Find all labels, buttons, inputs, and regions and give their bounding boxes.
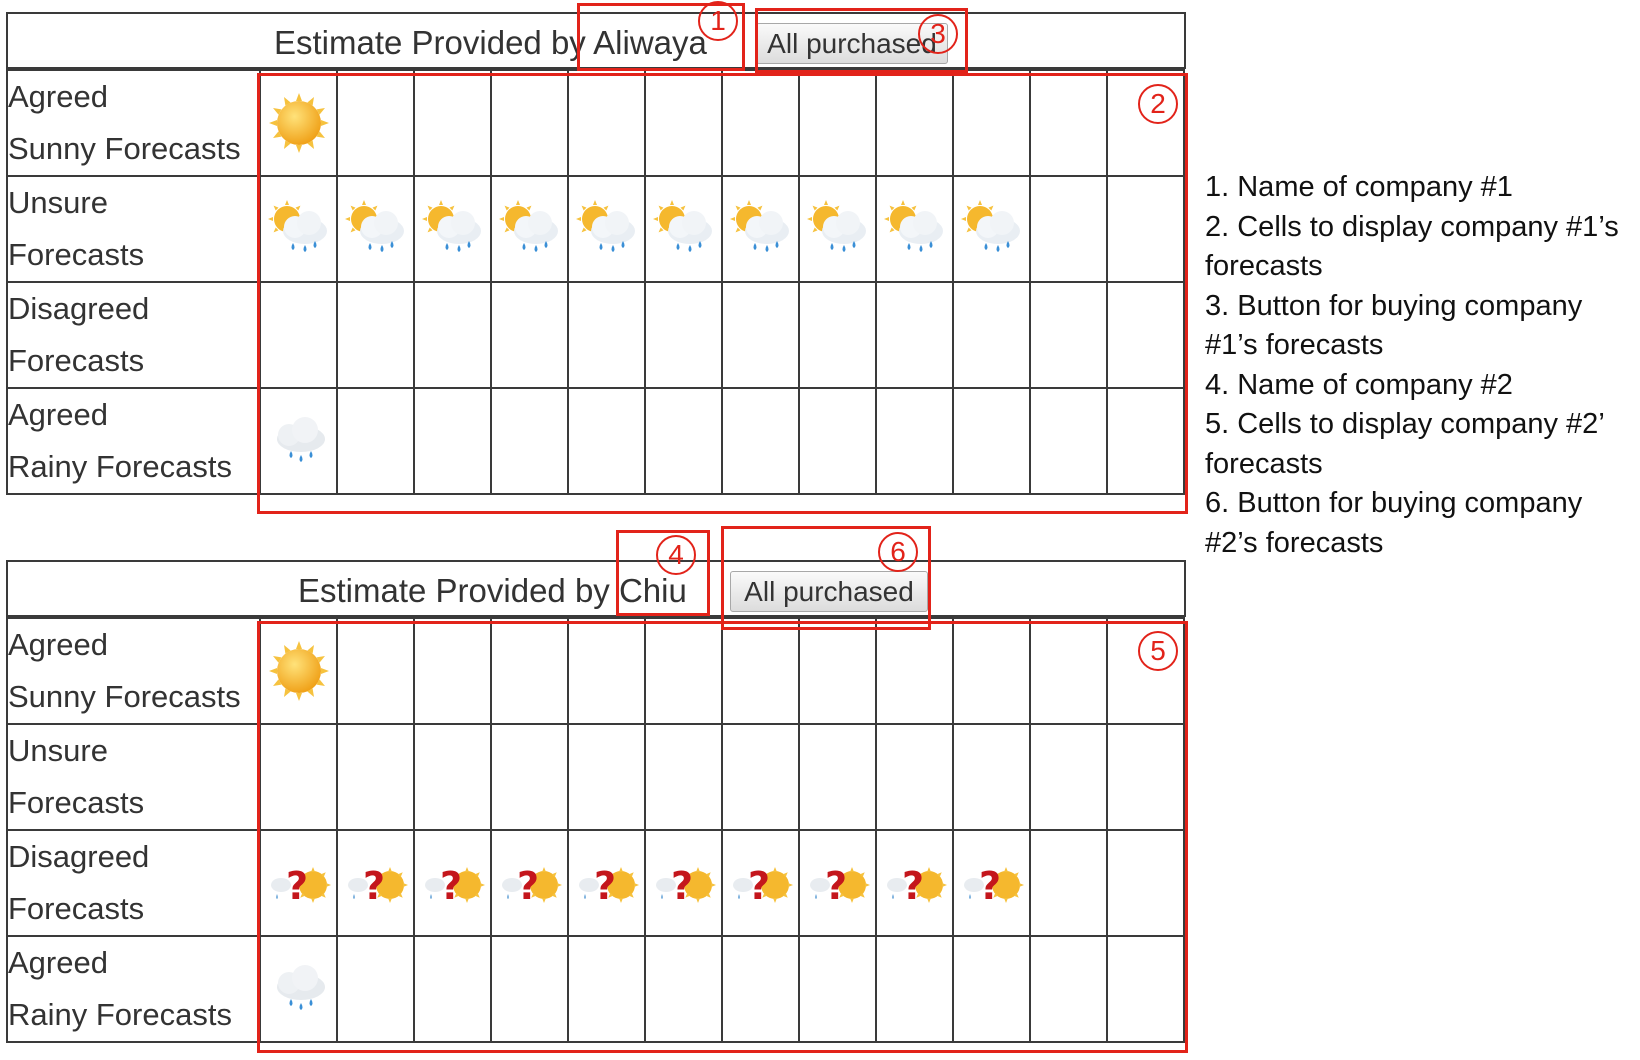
forecast-cell [414,388,491,494]
legend-item: 3. Button for buying company #1’s forecasts [1205,289,1591,361]
forecast-cell [645,70,722,176]
legend-item: 6. Button for buying company #2’s forecasts [1205,487,1591,559]
forecast-cell [876,70,953,176]
row-label [7,724,260,830]
svg-text:?: ? [670,864,693,908]
row-label [7,618,260,724]
annotation-marker: 2 [1138,84,1178,124]
forecast-cell [491,70,568,176]
svg-text:?: ? [439,864,462,908]
forecast-cell [568,830,645,936]
svg-text:?: ? [362,864,385,908]
forecast-cell [568,388,645,494]
annotation-marker: 1 [698,1,738,41]
legend-item: 5. Cells to display company #2’ forecasts [1205,408,1612,480]
forecast-cell [799,830,876,936]
svg-text:?: ? [901,864,924,908]
annotation-legend [1205,168,1637,563]
forecast-cell [876,176,953,282]
forecast-cell [953,388,1030,494]
sun-cloud-rain-icon [800,197,875,261]
forecast-cell [260,830,337,936]
row-label [7,830,260,936]
annotation-marker: 4 [656,535,696,575]
panel-header [6,560,1186,617]
annotation-marker: 3 [918,14,958,54]
svg-text:?: ? [824,864,847,908]
forecast-row [7,282,1184,388]
forecast-panel-aliwaya [6,12,1186,490]
forecast-cell [491,936,568,1042]
row-label-line: Forecasts [8,237,145,272]
row-label-line: Sunny Forecasts [8,131,241,166]
forecast-cell [1107,724,1184,830]
forecast-cell [414,724,491,830]
forecast-cell [953,936,1030,1042]
forecast-cell [645,282,722,388]
sun-cloud-rain-icon [569,197,644,261]
row-label [7,936,260,1042]
panel-title: Estimate Provided by Chiu [298,572,687,609]
row-label-line: Forecasts [8,891,145,926]
forecast-cell [568,936,645,1042]
row-label-line: Agreed [8,397,108,432]
sun-icon [261,91,336,155]
sun-cloud-rain-icon [954,197,1029,261]
forecast-cell [953,618,1030,724]
forecast-cell [1030,724,1107,830]
forecast-cell [645,618,722,724]
forecast-row [7,724,1184,830]
forecast-cell [722,70,799,176]
forecast-cell [799,282,876,388]
forecast-cell [491,830,568,936]
forecast-cell [414,70,491,176]
forecast-cell [1030,618,1107,724]
svg-text:?: ? [747,864,770,908]
sun-cloud-rain-icon [415,197,490,261]
forecast-cell [260,70,337,176]
svg-text:?: ? [516,864,539,908]
sun-cloud-rain-icon [338,197,413,261]
forecast-cell [953,70,1030,176]
forecast-grid [6,69,1185,495]
forecast-cell [337,176,414,282]
forecast-cell [722,176,799,282]
forecast-grid [6,617,1185,1043]
row-label [7,70,260,176]
forecast-cell [1107,830,1184,936]
row-label-line: Rainy Forecasts [8,997,232,1032]
svg-text:?: ? [978,864,1001,908]
forecast-cell [953,830,1030,936]
row-label [7,176,260,282]
sun-cloud-rain-icon [646,197,721,261]
forecast-cell [722,830,799,936]
row-label [7,388,260,494]
forecast-cell [337,830,414,936]
forecast-cell [1030,936,1107,1042]
forecast-cell [491,724,568,830]
forecast-cell [568,618,645,724]
row-label-line: Unsure [8,185,108,220]
row-label-line: Unsure [8,733,108,768]
forecast-row [7,388,1184,494]
forecast-cell [260,176,337,282]
legend-item: 1. Name of company #1 [1205,171,1513,203]
forecast-cell [953,724,1030,830]
cloud-rain-icon [261,957,336,1021]
forecast-cell [1030,830,1107,936]
forecast-row [7,176,1184,282]
forecast-cell [1030,282,1107,388]
forecast-cell [414,282,491,388]
forecast-cell [722,388,799,494]
forecast-cell [491,618,568,724]
row-label-line: Agreed [8,627,108,662]
forecast-cell [799,176,876,282]
forecast-cell [491,388,568,494]
row-label-line: Forecasts [8,785,145,820]
forecast-cell [722,282,799,388]
question-sun-rain-icon [338,851,413,915]
forecast-row [7,70,1184,176]
legend-item: 2. Cells to display company #1’s forecasts [1205,210,1627,282]
forecast-cell [491,282,568,388]
forecast-cell [337,936,414,1042]
question-sun-rain-icon [261,851,336,915]
row-label-line: Sunny Forecasts [8,679,241,714]
forecast-cell [799,724,876,830]
forecast-cell [876,724,953,830]
forecast-cell [1030,176,1107,282]
forecast-cell [876,388,953,494]
forecast-row [7,830,1184,936]
row-label [7,282,260,388]
forecast-cell [953,176,1030,282]
question-sun-rain-icon [877,851,952,915]
forecast-cell [337,70,414,176]
all-purchased-button[interactable]: All purchased [756,23,948,64]
forecast-cell [568,724,645,830]
forecast-cell [337,282,414,388]
sun-cloud-rain-icon [261,197,336,261]
row-label-line: Disagreed [8,291,150,326]
forecast-cell [876,830,953,936]
forecast-cell [645,388,722,494]
forecast-cell [722,724,799,830]
row-label-line: Agreed [8,945,108,980]
all-purchased-button[interactable]: All purchased [730,571,928,612]
forecast-cell [568,176,645,282]
question-sun-rain-icon [723,851,798,915]
forecast-cell [799,70,876,176]
forecast-cell [1030,388,1107,494]
forecast-row [7,618,1184,724]
question-sun-rain-icon [492,851,567,915]
forecast-cell [260,724,337,830]
forecast-cell [414,618,491,724]
question-sun-rain-icon [800,851,875,915]
forecast-cell [414,936,491,1042]
question-sun-rain-icon [569,851,644,915]
panel-title: Estimate Provided by Aliwaya [274,24,707,61]
question-sun-rain-icon [415,851,490,915]
forecast-cell [645,176,722,282]
forecast-cell [568,70,645,176]
forecast-cell [1107,70,1184,176]
forecast-cell [568,282,645,388]
forecast-cell [876,282,953,388]
forecast-cell [645,936,722,1042]
forecast-cell [337,724,414,830]
row-label-line: Rainy Forecasts [8,449,232,484]
forecast-cell [1107,282,1184,388]
forecast-cell [260,282,337,388]
sun-cloud-rain-icon [723,197,798,261]
forecast-cell [645,724,722,830]
forecast-cell [260,618,337,724]
forecast-cell [799,388,876,494]
forecast-cell [337,388,414,494]
question-sun-rain-icon [646,851,721,915]
forecast-cell [414,830,491,936]
forecast-cell [799,936,876,1042]
forecast-cell [1107,618,1184,724]
forecast-panel-chiu [6,560,1186,1038]
panel-header [6,12,1186,69]
sun-icon [261,639,336,703]
forecast-cell [722,936,799,1042]
row-label-line: Disagreed [8,839,150,874]
legend-item: 4. Name of company #2 [1205,368,1513,401]
row-label-line: Agreed [8,79,108,114]
question-sun-rain-icon [954,851,1029,915]
row-label-line: Forecasts [8,343,145,378]
forecast-cell [260,388,337,494]
svg-text:?: ? [285,864,308,908]
forecast-cell [1107,176,1184,282]
forecast-cell [953,282,1030,388]
sun-cloud-rain-icon [492,197,567,261]
forecast-row [7,936,1184,1042]
forecast-cell [1107,388,1184,494]
sun-cloud-rain-icon [877,197,952,261]
annotation-marker: 5 [1138,631,1178,671]
cloud-rain-icon [261,409,336,473]
forecast-cell [1107,936,1184,1042]
annotation-marker: 6 [878,532,918,572]
forecast-cell [1030,70,1107,176]
forecast-cell [722,618,799,724]
forecast-cell [876,936,953,1042]
forecast-cell [414,176,491,282]
forecast-cell [260,936,337,1042]
forecast-cell [337,618,414,724]
forecast-cell [645,830,722,936]
forecast-cell [876,618,953,724]
forecast-cell [491,176,568,282]
forecast-cell [799,618,876,724]
svg-text:?: ? [593,864,616,908]
